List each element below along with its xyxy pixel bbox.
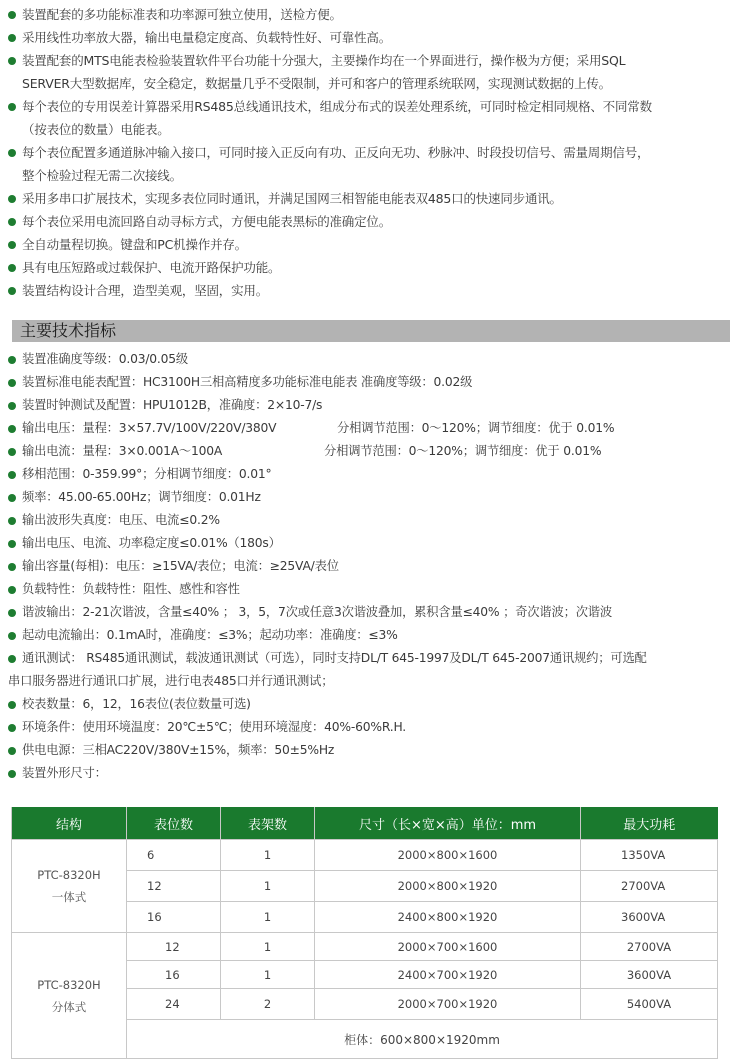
bullet-icon <box>8 471 16 479</box>
header-size: 尺寸（长×宽×高）单位：mm <box>315 807 581 840</box>
spec-text: 输出电流：量程：3×0.001A～100A <box>22 444 223 458</box>
feature-text-continuation: 整个检验过程无需二次接线。 <box>22 168 182 183</box>
power-cell: 2700VA <box>581 933 718 961</box>
feature-text: 采用多串口扩展技术，实现多表位同时通讯，并满足国网三相智能电能表双485口的快速同步通讯。 <box>22 191 562 206</box>
bullet-icon <box>8 103 16 111</box>
spec-text: 装置准确度等级：0.03/0.05级 <box>22 352 188 366</box>
feature-text: 装置配套的MTS电能表检验装置软件平台功能十分强大，主要操作均在一个界面进行，操作极为方便；采用SQL <box>22 53 626 68</box>
spec-text: 频率：45.00-65.00Hz；调节细度：0.01Hz <box>22 490 261 504</box>
positions-cell: 12 <box>127 933 221 961</box>
feature-text: 全自动量程切换。键盘和PC机操作并存。 <box>22 237 247 252</box>
racks-cell: 1 <box>221 933 315 961</box>
positions-cell: 16 <box>127 902 221 933</box>
model-name: PTC-8320H <box>37 868 101 882</box>
feature-item <box>0 3 730 26</box>
spec-text-continuation: 串口服务器进行通讯口扩展，进行电表485口并行通讯测试； <box>8 674 334 688</box>
spec-item <box>0 647 730 693</box>
positions-cell: 16 <box>127 961 221 989</box>
bullet-icon <box>8 540 16 548</box>
spec-item <box>0 348 730 371</box>
bullet-icon <box>8 379 16 387</box>
bullet-icon <box>8 770 16 778</box>
bullet-icon <box>8 747 16 755</box>
dimensions-table <box>11 807 718 1059</box>
feature-text: 采用线性功率放大器，输出电量稳定度高、负载特性好、可靠性高。 <box>22 30 392 45</box>
spec-text: 输出容量(每相)：电压：≥15VA/表位；电流：≥25VA/表位 <box>22 559 339 573</box>
feature-text-continuation: （按表位的数量）电能表。 <box>22 122 170 137</box>
bullet-icon <box>8 264 16 272</box>
bullet-icon <box>8 586 16 594</box>
spec-text: 谐波输出：2-21次谐波，含量≤40% ； 3，5，7次或任意3次谐波叠加，累积含量≤40% ；奇次谐波；次谐波 <box>22 605 612 619</box>
power-cell: 5400VA <box>581 989 718 1020</box>
feature-text: 装置结构设计合理，造型美观，坚固，实用。 <box>22 283 269 298</box>
bullet-icon <box>8 563 16 571</box>
cabinet-size-cell: 柜体：600×800×1920mm <box>127 1020 718 1059</box>
spec-item <box>0 463 730 486</box>
spec-text-extra: 分相调节范围：0～120%；调节细度：优于 0.01% <box>324 444 602 458</box>
structure-cell <box>12 840 127 933</box>
feature-text: 每个表位的专用误差计算器采用RS485总线通讯技术，组成分布式的误差处理系统，可同时检定相同规格、不同常数 <box>22 99 652 114</box>
size-cell: 2400×800×1920 <box>315 902 581 933</box>
bullet-icon <box>8 425 16 433</box>
bullet-icon <box>8 356 16 364</box>
size-cell: 2000×800×1600 <box>315 840 581 871</box>
spec-item <box>0 601 730 624</box>
table-header-row <box>12 807 718 840</box>
table-row <box>12 933 718 961</box>
spec-text: 起动电流输出：0.1mA时，准确度：≤3%；起动功率：准确度：≤3% <box>22 628 398 642</box>
racks-cell: 1 <box>221 902 315 933</box>
power-cell: 2700VA <box>581 871 718 902</box>
spec-item <box>0 624 730 647</box>
spec-item <box>0 394 730 417</box>
bullet-icon <box>8 609 16 617</box>
spec-text: 装置外形尺寸： <box>22 766 107 780</box>
header-racks: 表架数 <box>221 807 315 840</box>
racks-cell: 2 <box>221 989 315 1020</box>
spec-item <box>0 555 730 578</box>
power-cell: 3600VA <box>581 961 718 989</box>
racks-cell: 1 <box>221 871 315 902</box>
bullet-icon <box>8 241 16 249</box>
section-heading: 主要技术指标 <box>12 320 730 342</box>
bullet-icon <box>8 724 16 732</box>
size-cell: 2000×700×1600 <box>315 933 581 961</box>
spec-text: 通讯测试： RS485通讯测试，载波通讯测试（可选），同时支持DL/T 645-1997及DL/T 645-2007通讯规约；可选配 <box>22 651 647 665</box>
spec-item <box>0 532 730 555</box>
bullet-icon <box>8 287 16 295</box>
header-structure: 结构 <box>12 807 127 840</box>
spec-text-extra: 分相调节范围：0～120%；调节细度：优于 0.01% <box>337 421 615 435</box>
feature-item <box>0 26 730 49</box>
spec-text: 供电电源：三相AC220V/380V±15%，频率：50±5%Hz <box>22 743 335 757</box>
table-row <box>12 840 718 871</box>
structure-type: 一体式 <box>51 890 87 904</box>
size-cell: 2000×700×1920 <box>315 989 581 1020</box>
bullet-icon <box>8 11 16 19</box>
spec-item <box>0 509 730 532</box>
bullet-icon <box>8 57 16 65</box>
spec-item <box>0 440 730 463</box>
bullet-icon <box>8 517 16 525</box>
positions-cell: 24 <box>127 989 221 1020</box>
bullet-icon <box>8 34 16 42</box>
spec-text: 输出电压：量程：3×57.7V/100V/220V/380V <box>22 421 277 435</box>
spec-item <box>0 739 730 762</box>
bullet-icon <box>8 149 16 157</box>
header-positions: 表位数 <box>127 807 221 840</box>
spec-text: 负载特性：负载特性：阻性、感性和容性 <box>22 582 240 596</box>
structure-type: 分体式 <box>51 999 87 1014</box>
racks-cell: 1 <box>221 840 315 871</box>
spec-item <box>0 578 730 601</box>
header-power: 最大功耗 <box>581 807 718 840</box>
feature-text: 每个表位采用电流回路自动寻标方式，方便电能表黑标的准确定位。 <box>22 214 392 229</box>
feature-item <box>0 141 730 187</box>
bullet-icon <box>8 494 16 502</box>
positions-cell: 12 <box>127 871 221 902</box>
feature-text: 装置配套的多功能标准表和功率源可独立使用，送检方便。 <box>22 7 342 22</box>
bullet-icon <box>8 448 16 456</box>
spec-list <box>0 348 730 785</box>
feature-item <box>0 279 730 302</box>
bullet-icon <box>8 632 16 640</box>
bullet-icon <box>8 701 16 709</box>
feature-text-continuation: SERVER大型数据库，安全稳定，数据量几乎不受限制，并可和客户的管理系统联网，实现测试数据的上传。 <box>22 76 611 91</box>
spec-text: 移相范围：0-359.99°；分相调节细度：0.01° <box>22 467 272 481</box>
spec-text: 环境条件：使用环境温度：20℃±5℃；使用环境湿度：40%-60%R.H. <box>22 720 406 734</box>
feature-item <box>0 233 730 256</box>
spec-item <box>0 371 730 394</box>
feature-item <box>0 95 730 141</box>
bullet-icon <box>8 195 16 203</box>
size-cell: 2400×700×1920 <box>315 961 581 989</box>
positions-cell: 6 <box>127 840 221 871</box>
spec-item <box>0 762 730 785</box>
spec-text: 输出电压、电流、功率稳定度≤0.01%（180s） <box>22 536 281 550</box>
bullet-icon <box>8 218 16 226</box>
spec-text: 装置标准电能表配置：HC3100H三相高精度多功能标准电能表 准确度等级：0.02级 <box>22 375 473 389</box>
racks-cell: 1 <box>221 961 315 989</box>
feature-item <box>0 49 730 95</box>
feature-text: 具有电压短路或过载保护、电流开路保护功能。 <box>22 260 281 275</box>
structure-cell <box>12 933 127 1059</box>
spec-text: 输出波形失真度：电压、电流≤0.2% <box>22 513 220 527</box>
power-cell: 1350VA <box>581 840 718 871</box>
spec-item <box>0 486 730 509</box>
spec-item <box>0 417 730 440</box>
feature-item <box>0 210 730 233</box>
spec-item <box>0 693 730 716</box>
spec-text: 装置时钟测试及配置：HPU1012B，准确度：2×10-7/s <box>22 398 323 412</box>
model-name: PTC-8320H <box>37 977 101 992</box>
feature-text: 每个表位配置多通道脉冲输入接口，可同时接入正反向有功、正反向无功、秒脉冲、时段投切信号、需量周期信号， <box>22 145 650 160</box>
feature-list <box>0 3 730 302</box>
power-cell: 3600VA <box>581 902 718 933</box>
size-cell: 2000×800×1920 <box>315 871 581 902</box>
feature-item <box>0 256 730 279</box>
bullet-icon <box>8 402 16 410</box>
feature-item <box>0 187 730 210</box>
spec-text: 校表数量：6，12，16表位(表位数量可选) <box>22 697 251 711</box>
spec-item <box>0 716 730 739</box>
bullet-icon <box>8 655 16 663</box>
